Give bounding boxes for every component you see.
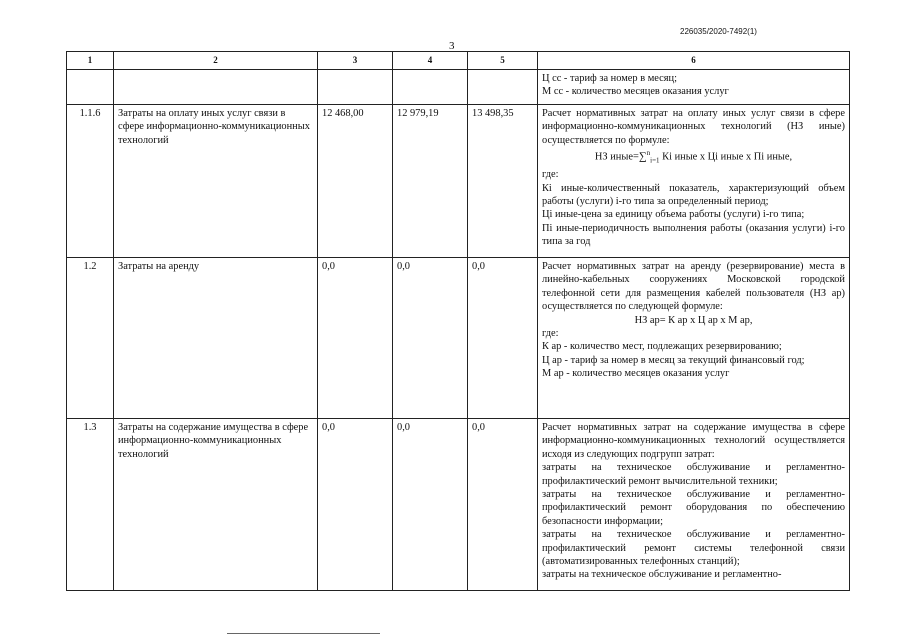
desc-line: Кi иные-количественный показатель, характеризующий объем работы (услуги) i-го типа за определенный период; — [542, 182, 845, 207]
row-description — [538, 258, 850, 419]
table-row-continuation — [67, 70, 850, 105]
sum-symbol: ∑ — [638, 150, 647, 163]
row-value-year3 — [468, 70, 538, 105]
row-value-year3: 13 498,35 — [468, 105, 538, 258]
row-number: 1.3 — [67, 419, 114, 591]
header-cell-1: 1 — [67, 52, 114, 70]
desc-line: где: — [542, 169, 559, 181]
desc-line: затраты на техническое обслуживание и регламентно-профилактический ремонт системы телефонной связи (автоматизированных телефонных станций); — [542, 529, 845, 568]
table-row-1-3 — [67, 419, 850, 591]
desc-intro: Расчет нормативных затрат на оплату иных услуг связи в сфере информационно-коммуникационных технологий (НЗ иные) осуществляется по формуле: — [542, 108, 845, 146]
page-number: 3 — [449, 40, 455, 52]
desc-line: Ц сс - тариф за номер в месяц; — [542, 73, 677, 84]
row-value-year1: 0,0 — [318, 419, 393, 591]
desc-line: К ар - количество мест, подлежащих резервированию; — [542, 341, 782, 353]
desc-line: Расчет нормативных затрат на содержание имущества в сфере информационно-коммуникационных технологий осуществляется исходя из следующих подгрупп затрат: — [542, 422, 845, 460]
formula — [542, 147, 845, 168]
row-name — [114, 70, 318, 105]
desc-line: Ц ар - тариф за номер в месяц за текущий финансовый год; — [542, 354, 805, 366]
row-name: Затраты на оплату иных услуг связи в сфере информационно-коммуникационных технологий — [114, 105, 318, 258]
row-name: Затраты на содержание имущества в сфере информационно-коммуникационных технологий — [114, 419, 318, 591]
row-value-year1 — [318, 70, 393, 105]
desc-intro: Расчет нормативных затрат на аренду (резервирование) места в линейно-кабельных сооружениях Московской городской телефонной сети для размещения кабелей пользователя (НЗ ар) осуществляется по следующей формуле: — [542, 261, 845, 313]
formula-lhs: НЗ иные= — [594, 151, 639, 163]
footer-rule — [227, 633, 380, 634]
row-value-year2: 0,0 — [393, 258, 468, 419]
row-description — [538, 105, 850, 258]
table-row-1-1-6 — [67, 105, 850, 258]
formula: НЗ ар= К ар х Ц ар х М ар, — [634, 314, 753, 326]
header-cell-5: 5 — [468, 52, 538, 70]
row-value-year3: 0,0 — [468, 419, 538, 591]
row-value-year3: 0,0 — [468, 258, 538, 419]
cost-table — [66, 51, 850, 591]
header-cell-4: 4 — [393, 52, 468, 70]
header-cell-6: 6 — [538, 52, 850, 70]
row-number — [67, 70, 114, 105]
row-description — [538, 70, 850, 105]
row-value-year1: 12 468,00 — [318, 105, 393, 258]
table-row-1-2 — [67, 258, 850, 419]
desc-line: М сс - количество месяцев оказания услуг — [542, 86, 729, 98]
desc-line: затраты на техническое обслуживание и регламентно-профилактический ремонт оборудования по обеспечению безопасности информации; — [542, 489, 845, 527]
row-value-year2: 12 979,19 — [393, 105, 468, 258]
row-value-year2 — [393, 70, 468, 105]
desc-line: Цi иные-цена за единицу объема работы (услуги) i-го типа; — [542, 209, 805, 221]
desc-line: где: — [542, 328, 559, 340]
sum-lower-limit: i=1 — [650, 156, 660, 165]
header-row — [67, 52, 850, 70]
desc-line: Пi иные-периодичность выполнения работы (оказания услуги) i-го типа за год — [542, 222, 845, 248]
row-value-year1: 0,0 — [318, 258, 393, 419]
header-cell-2: 2 — [114, 52, 318, 70]
document-number: 226035/2020-7492(1) — [680, 27, 757, 36]
row-number: 1.1.6 — [67, 105, 114, 258]
row-description — [538, 419, 850, 591]
sum-upper-limit: n — [646, 149, 651, 158]
desc-line: М ар - количество месяцев оказания услуг — [542, 368, 730, 380]
row-name: Затраты на аренду — [114, 258, 318, 419]
desc-line: затраты на техническое обслуживание и регламентно- — [542, 569, 782, 581]
desc-line: затраты на техническое обслуживание и регламентно-профилактический ремонт вычислительной техники; — [542, 462, 845, 487]
row-number: 1.2 — [67, 258, 114, 419]
row-value-year2: 0,0 — [393, 419, 468, 591]
header-cell-3: 3 — [318, 52, 393, 70]
formula-rhs: Кi иные х Цi иные х Пi иные, — [659, 151, 793, 163]
